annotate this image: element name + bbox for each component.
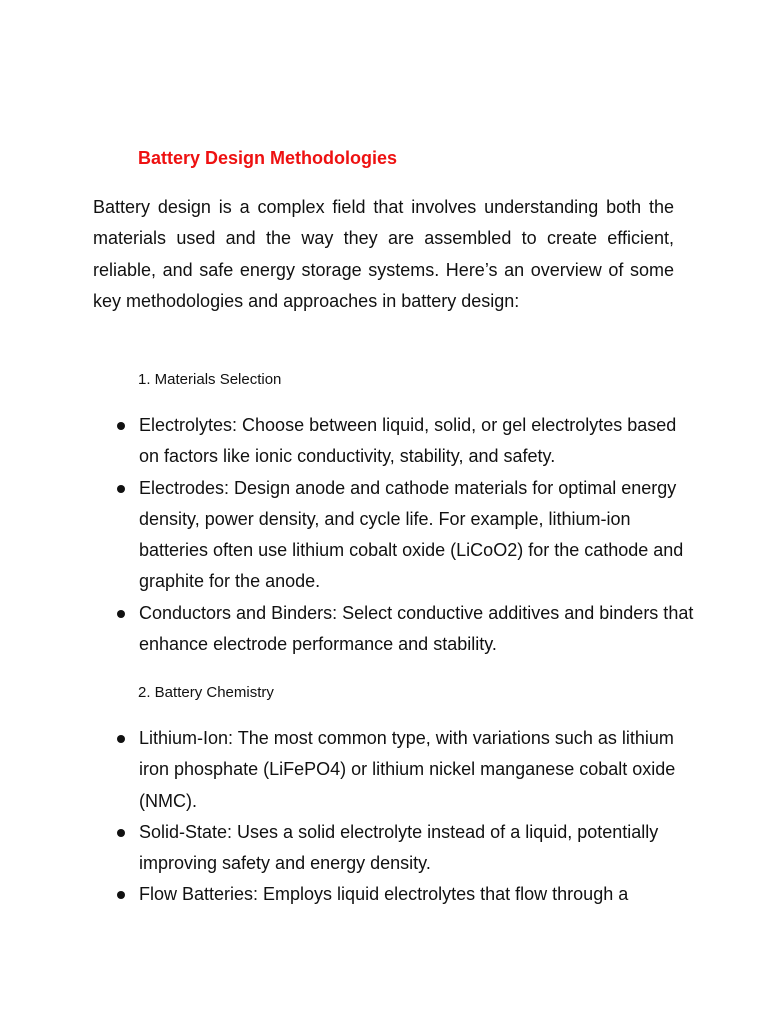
list-item-text: Conductors and Binders: Select conductive additives and binders that enhance electrode performance and stability.	[139, 602, 694, 655]
document-title: Battery Design Methodologies	[138, 148, 398, 168]
bullet-icon	[117, 610, 125, 618]
list-item	[139, 817, 699, 880]
bullet-icon	[117, 422, 125, 430]
list-item-text: Electrolytes: Choose between liquid, solid, or gel electrolytes based on factors like ionic conductivity, stability, and safety.	[139, 415, 677, 467]
materials-selection-list	[139, 410, 699, 660]
bullet-icon	[117, 735, 125, 743]
list-item-text: Lithium-Ion: The most common type, with variations such as lithium iron phosphate (LiFePO4) or lithium nickel manganese cobalt oxide (NMC).	[139, 728, 676, 811]
list-item	[139, 473, 699, 598]
list-item	[139, 410, 699, 473]
section-heading-battery-chemistry: 2. Battery Chemistry	[138, 684, 274, 701]
list-item	[139, 723, 699, 817]
list-item-text: Solid-State: Uses a solid electrolyte instead of a liquid, potentially improving safety and energy density.	[139, 821, 659, 874]
battery-chemistry-list	[139, 723, 699, 911]
list-item	[139, 879, 699, 910]
list-item-text: Electrodes: Design anode and cathode materials for optimal energy density, power density, and cycle life. For example, lithium-ion batteries often use lithium cobalt oxide (LiCoO2) for the cathode and graphite for the anode.	[139, 477, 684, 592]
bullet-icon	[117, 829, 125, 837]
bullet-icon	[117, 891, 125, 899]
intro-paragraph: Battery design is a complex field that involves understanding both the materials used and the way they are assembled to create efficient, reliable, and safe energy storage systems. Here’s an overview of some key methodologies and approaches in battery design:	[93, 197, 674, 311]
list-item	[139, 598, 699, 661]
bullet-icon	[117, 485, 125, 493]
section-heading-materials-selection: 1. Materials Selection	[138, 371, 282, 388]
list-item-text: Flow Batteries: Employs liquid electrolytes that flow through a	[139, 884, 629, 905]
